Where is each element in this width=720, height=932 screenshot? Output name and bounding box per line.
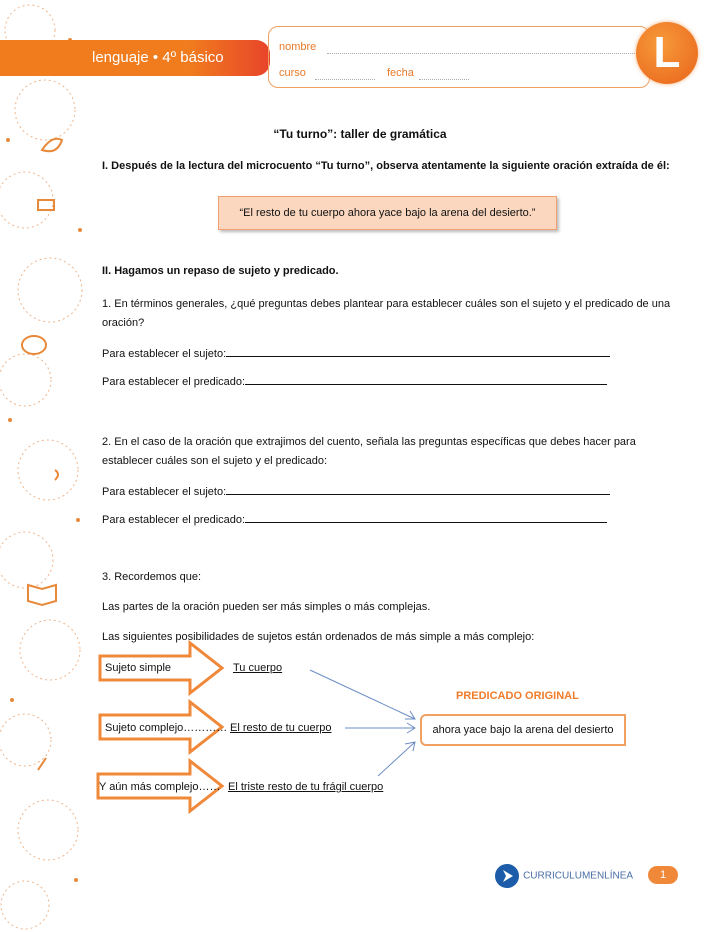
arrow-connector-3 (378, 742, 415, 776)
play-logo-icon (494, 863, 520, 889)
subject-banner: lenguaje • 4º básico (0, 40, 270, 76)
predicate-title: PREDICADO ORIGINAL (456, 690, 579, 702)
worksheet-page: lenguaje • 4º básico nombre curso fecha L “Tu turno”: taller de gramática I. Después de la lectura del microcuento “Tu turno”, observa atentamente la siguiente oración extraída de él: “El resto de tu cuerpo ahora yace bajo la arena del desierto.” II. Hagamos un repaso de sujeto y predicado. 1. En términos generales, ¿qué preguntas debes plantear para establecer cuáles son el sujeto y el predicado de una oración? Para establecer el sujeto: Para establecer el predicado: 2. En el caso de la oración que extrajimos del cuento, señala las preguntas específicas que debes hacer para establecer cuáles son el sujeto y el predicado: Para establecer el sujeto: Para establecer el predicado: 3. Recordemos que: Las partes de la oración pueden ser más simples o más complejas. Las siguientes posibilidades de sujetos están ordenados de más simple a más complejo: Sujeto simple Tu cuerpo Sujeto complejo………… El resto de tu cuerpo Y aún más complejo…… El triste resto de tu frágil cuerpo PREDICADO ORIGINAL ahora yace bajo la arena del desierto CURRICULUMENLÍNEA 1 (0, 0, 720, 932)
quote-box: “El resto de tu cuerpo ahora yace bajo la arena del desierto.” (218, 196, 557, 230)
arrow-connector-1 (310, 670, 415, 719)
predicate-box: ahora yace bajo la arena del desierto (420, 714, 626, 746)
lenguaje-logo: L (636, 22, 698, 84)
arrow-connector-2 (345, 723, 415, 733)
page-number: 1 (648, 866, 678, 884)
page-title: “Tu turno”: taller de gramática (273, 127, 447, 141)
student-info-box: nombre curso fecha (268, 26, 650, 88)
curriculum-logo: CURRICULUMENLÍNEA (494, 863, 633, 889)
